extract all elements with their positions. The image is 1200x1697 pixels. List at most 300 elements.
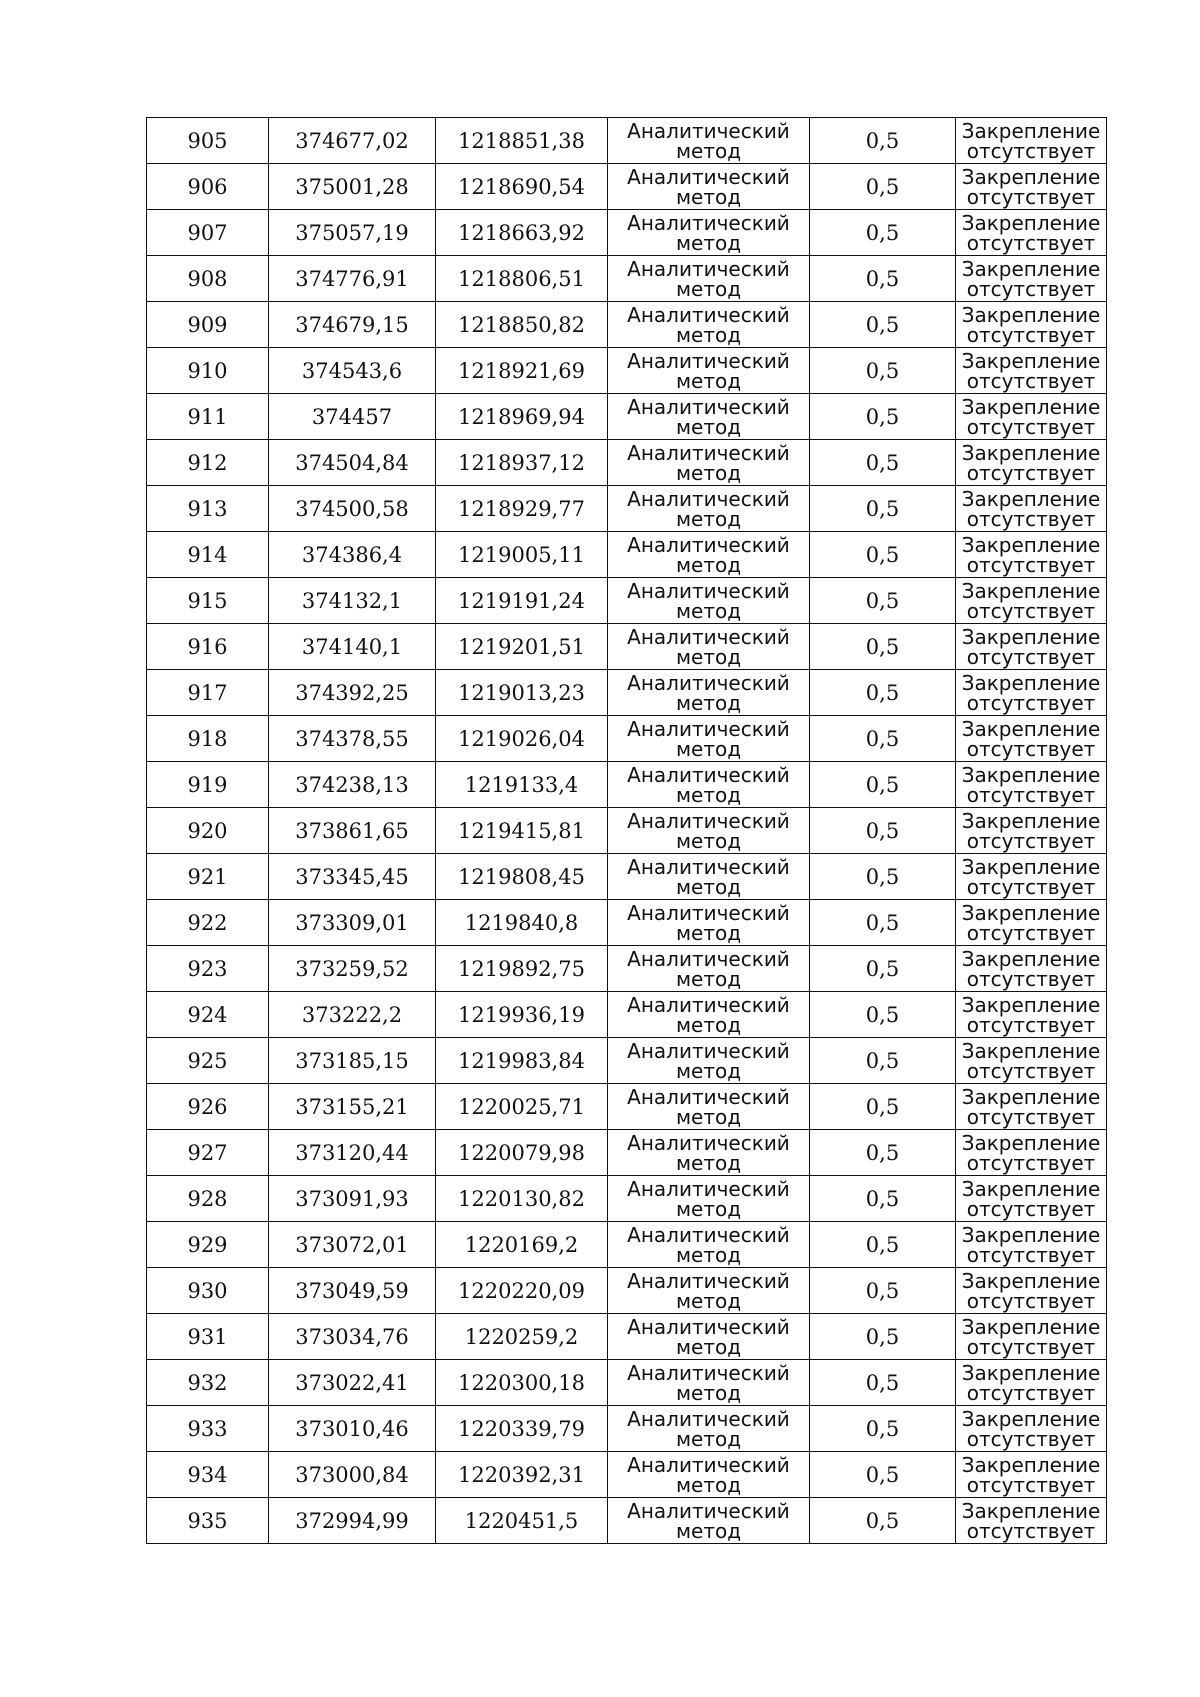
- accuracy-cell: 0,5: [810, 1314, 956, 1360]
- method-cell: [608, 1268, 810, 1314]
- y-coordinate-cell: 1218663,92: [436, 210, 608, 256]
- table-row: [147, 1222, 1107, 1268]
- table-row: [147, 302, 1107, 348]
- method-text-line: Аналитический: [627, 854, 790, 879]
- table-row: [147, 532, 1107, 578]
- accuracy-cell: 0,5: [810, 624, 956, 670]
- point-number-cell: 927: [147, 1130, 269, 1176]
- x-coordinate-cell: 373345,45: [269, 854, 436, 900]
- method-cell: [608, 1130, 810, 1176]
- x-coordinate-cell: 373120,44: [269, 1130, 436, 1176]
- marker-text-line: отсутствует: [966, 552, 1096, 577]
- x-coordinate-cell: 374776,91: [269, 256, 436, 302]
- marker-text-line: отсутствует: [966, 184, 1096, 209]
- point-number-cell: 916: [147, 624, 269, 670]
- method-cell: [608, 900, 810, 946]
- method-text-line: Аналитический: [627, 670, 790, 695]
- accuracy-cell: 0,5: [810, 394, 956, 440]
- table-row: [147, 1268, 1107, 1314]
- accuracy-cell: 0,5: [810, 946, 956, 992]
- method-text-line: Аналитический: [627, 302, 790, 327]
- accuracy-cell: 0,5: [810, 762, 956, 808]
- table-row: [147, 1130, 1107, 1176]
- y-coordinate-cell: 1219415,81: [436, 808, 608, 854]
- method-text-line: метод: [675, 690, 742, 715]
- accuracy-cell: 0,5: [810, 164, 956, 210]
- method-text-line: метод: [675, 1058, 742, 1083]
- marker-cell: [956, 1498, 1107, 1544]
- marker-text-line: отсутствует: [966, 322, 1096, 347]
- point-number-cell: 926: [147, 1084, 269, 1130]
- x-coordinate-cell: 372994,99: [269, 1498, 436, 1544]
- marker-cell: [956, 578, 1107, 624]
- marker-text-line: Закрепление: [961, 256, 1101, 281]
- marker-text-line: Закрепление: [961, 1498, 1101, 1523]
- method-text-line: метод: [675, 552, 742, 577]
- accuracy-cell: 0,5: [810, 118, 956, 164]
- point-number-cell: 905: [147, 118, 269, 164]
- y-coordinate-cell: 1220300,18: [436, 1360, 608, 1406]
- marker-text-line: Закрепление: [961, 808, 1101, 833]
- method-text-line: метод: [675, 1288, 742, 1313]
- marker-text-line: отсутствует: [966, 1518, 1096, 1543]
- y-coordinate-cell: 1218850,82: [436, 302, 608, 348]
- method-cell: [608, 1038, 810, 1084]
- method-text-line: Аналитический: [627, 164, 790, 189]
- marker-text-line: отсутствует: [966, 1380, 1096, 1405]
- point-number-cell: 934: [147, 1452, 269, 1498]
- marker-text-line: Закрепление: [961, 210, 1101, 235]
- y-coordinate-cell: 1219013,23: [436, 670, 608, 716]
- method-text-line: метод: [675, 644, 742, 669]
- x-coordinate-cell: 375057,19: [269, 210, 436, 256]
- marker-text-line: отсутствует: [966, 276, 1096, 301]
- marker-text-line: отсутствует: [966, 1334, 1096, 1359]
- marker-text-line: отсутствует: [966, 506, 1096, 531]
- method-text-line: Аналитический: [627, 486, 790, 511]
- y-coordinate-cell: 1219005,11: [436, 532, 608, 578]
- method-text-line: Аналитический: [627, 1130, 790, 1155]
- method-text-line: метод: [675, 1150, 742, 1175]
- marker-cell: [956, 716, 1107, 762]
- method-text-line: метод: [675, 966, 742, 991]
- marker-text-line: Закрепление: [961, 348, 1101, 373]
- method-cell: [608, 1222, 810, 1268]
- point-number-cell: 924: [147, 992, 269, 1038]
- x-coordinate-cell: 373222,2: [269, 992, 436, 1038]
- point-number-cell: 930: [147, 1268, 269, 1314]
- accuracy-cell: 0,5: [810, 1360, 956, 1406]
- marker-cell: [956, 1406, 1107, 1452]
- marker-text-line: отсутствует: [966, 1058, 1096, 1083]
- table-row: [147, 1498, 1107, 1544]
- accuracy-cell: 0,5: [810, 256, 956, 302]
- table-row: [147, 716, 1107, 762]
- method-cell: [608, 348, 810, 394]
- method-cell: [608, 256, 810, 302]
- method-cell: [608, 578, 810, 624]
- table-row: [147, 440, 1107, 486]
- marker-cell: [956, 1176, 1107, 1222]
- x-coordinate-cell: 373309,01: [269, 900, 436, 946]
- marker-text-line: отсутствует: [966, 1426, 1096, 1451]
- table-row: [147, 854, 1107, 900]
- marker-cell: [956, 394, 1107, 440]
- point-number-cell: 919: [147, 762, 269, 808]
- method-cell: [608, 118, 810, 164]
- marker-text-line: Закрепление: [961, 946, 1101, 971]
- method-text-line: метод: [675, 184, 742, 209]
- marker-text-line: Закрепление: [961, 1084, 1101, 1109]
- method-text-line: метод: [675, 1334, 742, 1359]
- method-text-line: метод: [675, 230, 742, 255]
- marker-text-line: отсутствует: [966, 1288, 1096, 1313]
- marker-text-line: отсутствует: [966, 368, 1096, 393]
- marker-text-line: отсутствует: [966, 1104, 1096, 1129]
- y-coordinate-cell: 1220339,79: [436, 1406, 608, 1452]
- table-row: [147, 164, 1107, 210]
- method-cell: [608, 1314, 810, 1360]
- marker-cell: [956, 1130, 1107, 1176]
- y-coordinate-cell: 1219191,24: [436, 578, 608, 624]
- marker-text-line: Закрепление: [961, 1038, 1101, 1063]
- marker-text-line: отсутствует: [966, 460, 1096, 485]
- method-text-line: Аналитический: [627, 624, 790, 649]
- point-number-cell: 925: [147, 1038, 269, 1084]
- marker-text-line: Закрепление: [961, 1176, 1101, 1201]
- x-coordinate-cell: 375001,28: [269, 164, 436, 210]
- method-text-line: Аналитический: [627, 992, 790, 1017]
- x-coordinate-cell: 373259,52: [269, 946, 436, 992]
- x-coordinate-cell: 373010,46: [269, 1406, 436, 1452]
- marker-cell: [956, 946, 1107, 992]
- marker-text-line: отсутствует: [966, 782, 1096, 807]
- y-coordinate-cell: 1218929,77: [436, 486, 608, 532]
- marker-cell: [956, 118, 1107, 164]
- marker-text-line: Закрепление: [961, 532, 1101, 557]
- method-text-line: метод: [675, 1426, 742, 1451]
- y-coordinate-cell: 1218806,51: [436, 256, 608, 302]
- marker-text-line: Закрепление: [961, 1452, 1101, 1477]
- accuracy-cell: 0,5: [810, 670, 956, 716]
- y-coordinate-cell: 1219133,4: [436, 762, 608, 808]
- marker-text-line: Закрепление: [961, 164, 1101, 189]
- method-text-line: Аналитический: [627, 1176, 790, 1201]
- method-text-line: метод: [675, 1196, 742, 1221]
- point-number-cell: 911: [147, 394, 269, 440]
- marker-text-line: Закрепление: [961, 670, 1101, 695]
- table-row: [147, 992, 1107, 1038]
- method-cell: [608, 716, 810, 762]
- coordinates-table: [146, 117, 1107, 1544]
- y-coordinate-cell: 1219892,75: [436, 946, 608, 992]
- point-number-cell: 931: [147, 1314, 269, 1360]
- point-number-cell: 929: [147, 1222, 269, 1268]
- marker-text-line: отсутствует: [966, 1150, 1096, 1175]
- accuracy-cell: 0,5: [810, 808, 956, 854]
- method-text-line: метод: [675, 1242, 742, 1267]
- method-text-line: метод: [675, 828, 742, 853]
- point-number-cell: 933: [147, 1406, 269, 1452]
- table-row: [147, 256, 1107, 302]
- accuracy-cell: 0,5: [810, 1084, 956, 1130]
- x-coordinate-cell: 374238,13: [269, 762, 436, 808]
- marker-text-line: Закрепление: [961, 762, 1101, 787]
- accuracy-cell: 0,5: [810, 992, 956, 1038]
- marker-text-line: отсутствует: [966, 598, 1096, 623]
- marker-text-line: Закрепление: [961, 992, 1101, 1017]
- point-number-cell: 914: [147, 532, 269, 578]
- method-text-line: Аналитический: [627, 578, 790, 603]
- accuracy-cell: 0,5: [810, 1176, 956, 1222]
- marker-text-line: Закрепление: [961, 394, 1101, 419]
- accuracy-cell: 0,5: [810, 348, 956, 394]
- method-text-line: Аналитический: [627, 716, 790, 741]
- method-cell: [608, 670, 810, 716]
- point-number-cell: 907: [147, 210, 269, 256]
- method-cell: [608, 808, 810, 854]
- table-row: [147, 624, 1107, 670]
- x-coordinate-cell: 374378,55: [269, 716, 436, 762]
- marker-cell: [956, 808, 1107, 854]
- marker-cell: [956, 762, 1107, 808]
- point-number-cell: 918: [147, 716, 269, 762]
- y-coordinate-cell: 1218937,12: [436, 440, 608, 486]
- accuracy-cell: 0,5: [810, 1452, 956, 1498]
- x-coordinate-cell: 373185,15: [269, 1038, 436, 1084]
- x-coordinate-cell: 374679,15: [269, 302, 436, 348]
- table-row: [147, 1452, 1107, 1498]
- method-cell: [608, 1084, 810, 1130]
- point-number-cell: 909: [147, 302, 269, 348]
- marker-text-line: Закрепление: [961, 900, 1101, 925]
- table-row: [147, 210, 1107, 256]
- accuracy-cell: 0,5: [810, 486, 956, 532]
- marker-cell: [956, 624, 1107, 670]
- marker-cell: [956, 256, 1107, 302]
- method-text-line: Аналитический: [627, 1406, 790, 1431]
- accuracy-cell: 0,5: [810, 302, 956, 348]
- method-cell: [608, 164, 810, 210]
- y-coordinate-cell: 1219201,51: [436, 624, 608, 670]
- marker-cell: [956, 1452, 1107, 1498]
- point-number-cell: 917: [147, 670, 269, 716]
- marker-text-line: отсутствует: [966, 1196, 1096, 1221]
- marker-text-line: отсутствует: [966, 644, 1096, 669]
- marker-cell: [956, 532, 1107, 578]
- method-text-line: Аналитический: [627, 900, 790, 925]
- marker-text-line: Закрепление: [961, 118, 1101, 143]
- x-coordinate-cell: 374386,4: [269, 532, 436, 578]
- marker-text-line: отсутствует: [966, 874, 1096, 899]
- marker-cell: [956, 1268, 1107, 1314]
- y-coordinate-cell: 1220079,98: [436, 1130, 608, 1176]
- marker-cell: [956, 302, 1107, 348]
- point-number-cell: 910: [147, 348, 269, 394]
- y-coordinate-cell: 1219983,84: [436, 1038, 608, 1084]
- marker-cell: [956, 900, 1107, 946]
- x-coordinate-cell: 373000,84: [269, 1452, 436, 1498]
- marker-cell: [956, 992, 1107, 1038]
- table-row: [147, 1314, 1107, 1360]
- method-text-line: Аналитический: [627, 440, 790, 465]
- method-text-line: Аналитический: [627, 1314, 790, 1339]
- marker-text-line: Закрепление: [961, 302, 1101, 327]
- method-cell: [608, 946, 810, 992]
- y-coordinate-cell: 1218690,54: [436, 164, 608, 210]
- x-coordinate-cell: 373155,21: [269, 1084, 436, 1130]
- method-cell: [608, 1452, 810, 1498]
- x-coordinate-cell: 373861,65: [269, 808, 436, 854]
- marker-text-line: Закрепление: [961, 1314, 1101, 1339]
- y-coordinate-cell: 1219808,45: [436, 854, 608, 900]
- method-text-line: метод: [675, 874, 742, 899]
- method-cell: [608, 1176, 810, 1222]
- marker-text-line: Закрепление: [961, 486, 1101, 511]
- method-cell: [608, 1498, 810, 1544]
- point-number-cell: 922: [147, 900, 269, 946]
- marker-text-line: Закрепление: [961, 578, 1101, 603]
- x-coordinate-cell: 374677,02: [269, 118, 436, 164]
- y-coordinate-cell: 1218851,38: [436, 118, 608, 164]
- accuracy-cell: 0,5: [810, 532, 956, 578]
- table-row: [147, 118, 1107, 164]
- y-coordinate-cell: 1218969,94: [436, 394, 608, 440]
- table-row: [147, 1360, 1107, 1406]
- x-coordinate-cell: 374392,25: [269, 670, 436, 716]
- table-row: [147, 808, 1107, 854]
- table-row: [147, 900, 1107, 946]
- point-number-cell: 921: [147, 854, 269, 900]
- method-text-line: Аналитический: [627, 762, 790, 787]
- marker-text-line: отсутствует: [966, 736, 1096, 761]
- marker-text-line: Закрепление: [961, 1222, 1101, 1247]
- y-coordinate-cell: 1220259,2: [436, 1314, 608, 1360]
- marker-cell: [956, 670, 1107, 716]
- method-text-line: Аналитический: [627, 808, 790, 833]
- accuracy-cell: 0,5: [810, 1222, 956, 1268]
- marker-text-line: Закрепление: [961, 1360, 1101, 1385]
- method-cell: [608, 440, 810, 486]
- method-text-line: Аналитический: [627, 348, 790, 373]
- accuracy-cell: 0,5: [810, 1268, 956, 1314]
- point-number-cell: 915: [147, 578, 269, 624]
- table-body: [147, 118, 1107, 1544]
- marker-text-line: Закрепление: [961, 1130, 1101, 1155]
- table-row: [147, 348, 1107, 394]
- method-cell: [608, 302, 810, 348]
- point-number-cell: 920: [147, 808, 269, 854]
- marker-text-line: отсутствует: [966, 690, 1096, 715]
- method-text-line: метод: [675, 598, 742, 623]
- marker-text-line: отсутствует: [966, 1242, 1096, 1267]
- method-text-line: Аналитический: [627, 946, 790, 971]
- y-coordinate-cell: 1220130,82: [436, 1176, 608, 1222]
- table-row: [147, 578, 1107, 624]
- accuracy-cell: 0,5: [810, 1498, 956, 1544]
- y-coordinate-cell: 1220392,31: [436, 1452, 608, 1498]
- accuracy-cell: 0,5: [810, 716, 956, 762]
- marker-text-line: отсутствует: [966, 138, 1096, 163]
- marker-text-line: отсутствует: [966, 230, 1096, 255]
- x-coordinate-cell: 374140,1: [269, 624, 436, 670]
- accuracy-cell: 0,5: [810, 854, 956, 900]
- method-text-line: Аналитический: [627, 394, 790, 419]
- method-cell: [608, 1360, 810, 1406]
- marker-cell: [956, 854, 1107, 900]
- accuracy-cell: 0,5: [810, 900, 956, 946]
- y-coordinate-cell: 1219026,04: [436, 716, 608, 762]
- method-cell: [608, 1406, 810, 1452]
- point-number-cell: 935: [147, 1498, 269, 1544]
- method-text-line: Аналитический: [627, 1268, 790, 1293]
- marker-text-line: Закрепление: [961, 1268, 1101, 1293]
- marker-cell: [956, 1038, 1107, 1084]
- point-number-cell: 908: [147, 256, 269, 302]
- point-number-cell: 923: [147, 946, 269, 992]
- method-text-line: метод: [675, 920, 742, 945]
- x-coordinate-cell: 374543,6: [269, 348, 436, 394]
- method-text-line: Аналитический: [627, 256, 790, 281]
- marker-text-line: отсутствует: [966, 1472, 1096, 1497]
- table-row: [147, 1406, 1107, 1452]
- accuracy-cell: 0,5: [810, 1038, 956, 1084]
- table-row: [147, 486, 1107, 532]
- table-row: [147, 394, 1107, 440]
- method-text-line: метод: [675, 782, 742, 807]
- marker-text-line: Закрепление: [961, 624, 1101, 649]
- y-coordinate-cell: 1220451,5: [436, 1498, 608, 1544]
- marker-text-line: отсутствует: [966, 414, 1096, 439]
- y-coordinate-cell: 1219840,8: [436, 900, 608, 946]
- marker-text-line: Закрепление: [961, 440, 1101, 465]
- accuracy-cell: 0,5: [810, 1130, 956, 1176]
- marker-text-line: отсутствует: [966, 828, 1096, 853]
- method-text-line: метод: [675, 1380, 742, 1405]
- x-coordinate-cell: 374132,1: [269, 578, 436, 624]
- method-text-line: Аналитический: [627, 210, 790, 235]
- x-coordinate-cell: 373091,93: [269, 1176, 436, 1222]
- x-coordinate-cell: 373022,41: [269, 1360, 436, 1406]
- x-coordinate-cell: 374500,58: [269, 486, 436, 532]
- point-number-cell: 912: [147, 440, 269, 486]
- method-cell: [608, 210, 810, 256]
- method-cell: [608, 762, 810, 808]
- x-coordinate-cell: 374457: [269, 394, 436, 440]
- marker-cell: [956, 164, 1107, 210]
- method-cell: [608, 394, 810, 440]
- method-text-line: Аналитический: [627, 118, 790, 143]
- marker-cell: [956, 210, 1107, 256]
- method-text-line: Аналитический: [627, 532, 790, 557]
- marker-cell: [956, 1084, 1107, 1130]
- method-text-line: метод: [675, 1104, 742, 1129]
- method-text-line: метод: [675, 276, 742, 301]
- method-text-line: Аналитический: [627, 1084, 790, 1109]
- method-text-line: метод: [675, 1518, 742, 1543]
- method-text-line: Аналитический: [627, 1360, 790, 1385]
- method-cell: [608, 624, 810, 670]
- x-coordinate-cell: 374504,84: [269, 440, 436, 486]
- accuracy-cell: 0,5: [810, 210, 956, 256]
- marker-text-line: отсутствует: [966, 1012, 1096, 1037]
- marker-text-line: отсутствует: [966, 966, 1096, 991]
- table-row: [147, 1176, 1107, 1222]
- marker-cell: [956, 1314, 1107, 1360]
- y-coordinate-cell: 1219936,19: [436, 992, 608, 1038]
- method-text-line: метод: [675, 414, 742, 439]
- method-text-line: метод: [675, 460, 742, 485]
